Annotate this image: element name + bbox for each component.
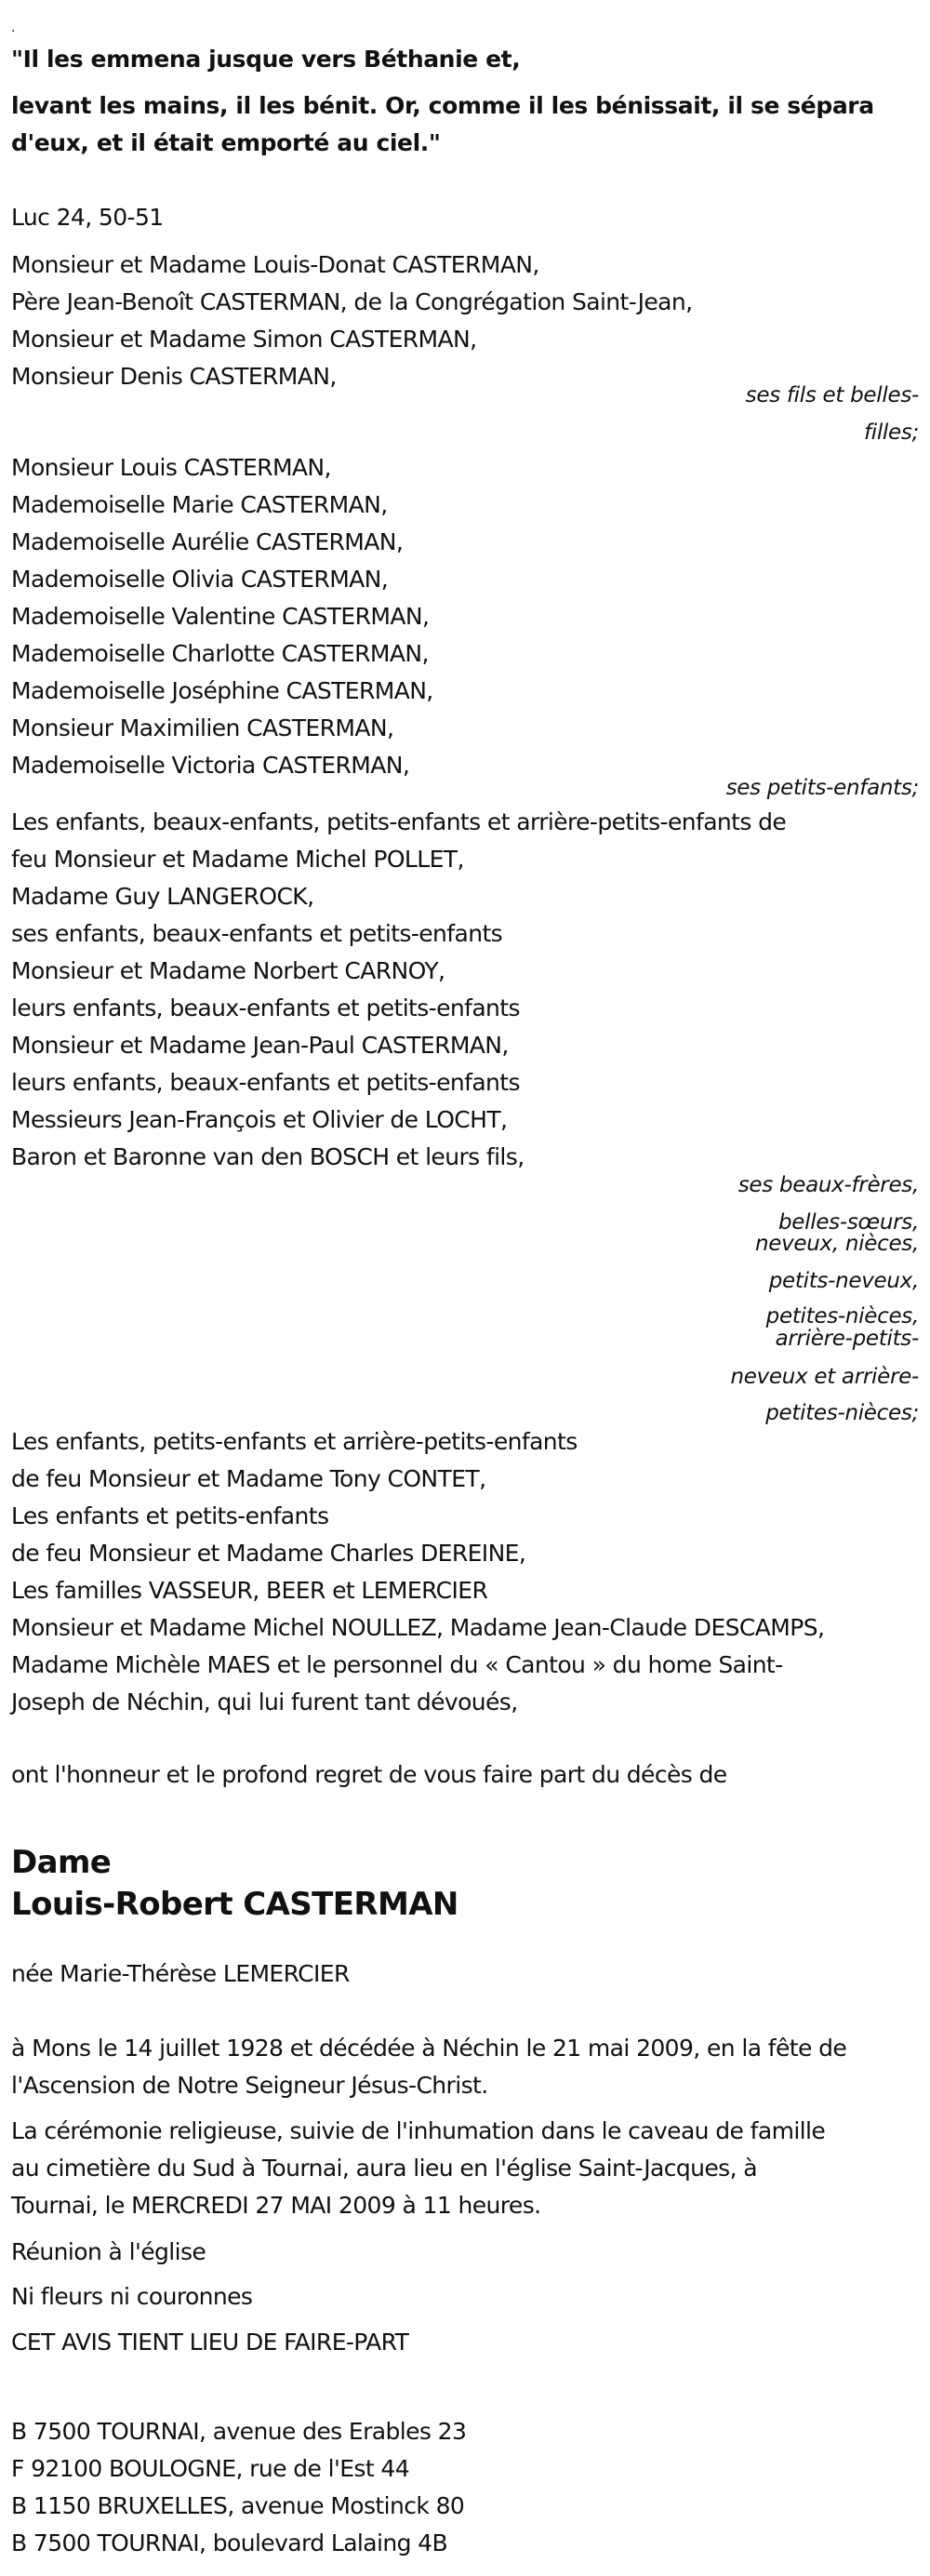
family-member: Mademoiselle Marie CASTERMAN, bbox=[11, 491, 388, 518]
family-member: Les enfants et petits-enfants bbox=[11, 1502, 329, 1529]
family-member: de feu Monsieur et Madame Charles DEREINE, bbox=[11, 1540, 526, 1567]
relation-label: belles-sœurs, bbox=[777, 1210, 919, 1235]
bible-reference: Luc 24, 50-51 bbox=[11, 204, 164, 231]
meeting-text: Réunion à l'église bbox=[11, 2238, 206, 2265]
deceased-title: Dame bbox=[11, 1844, 112, 1881]
relation-label: ses petits-enfants; bbox=[725, 776, 919, 800]
family-member: ses enfants, beaux-enfants et petits-enfants bbox=[11, 920, 503, 947]
quote-line: levant les mains, il les bénit. Or, comme il les bénissait, il se sépara bbox=[11, 92, 874, 119]
family-member: feu Monsieur et Madame Michel POLLET, bbox=[11, 846, 464, 873]
family-member: Monsieur et Madame Louis-Donat CASTERMAN, bbox=[11, 251, 539, 278]
birth-death-text: l'Ascension de Notre Seigneur Jésus-Christ. bbox=[11, 2072, 488, 2099]
family-member: Mademoiselle Charlotte CASTERMAN, bbox=[11, 640, 429, 667]
family-member: Mademoiselle Valentine CASTERMAN, bbox=[11, 603, 430, 630]
family-member: leurs enfants, beaux-enfants et petits-enfants bbox=[11, 994, 520, 1021]
family-member: Monsieur Louis CASTERMAN, bbox=[11, 454, 331, 481]
relation-label: arrière-petits- bbox=[775, 1327, 919, 1351]
ceremony-text: au cimetière du Sud à Tournai, aura lieu en l'église Saint-Jacques, à bbox=[11, 2155, 758, 2182]
relation-label: filles; bbox=[863, 420, 919, 445]
family-member: Baron et Baronne van den BOSCH et leurs fils, bbox=[11, 1143, 525, 1170]
family-member: Mademoiselle Olivia CASTERMAN, bbox=[11, 566, 389, 593]
family-member: Les familles VASSEUR, BEER et LEMERCIER bbox=[11, 1577, 488, 1604]
address-line: B 7500 TOURNAI, boulevard Lalaing 4B bbox=[11, 2529, 448, 2556]
address-line: B 7500 TOURNAI, avenue des Erables 23 bbox=[11, 2418, 467, 2445]
family-member: Madame Michèle MAES et le personnel du « Cantou » du home Saint- bbox=[11, 1651, 783, 1678]
family-member: Monsieur et Madame Michel NOULLEZ, Madame Jean-Claude DESCAMPS, bbox=[11, 1614, 825, 1641]
relation-label: petites-nièces; bbox=[765, 1401, 919, 1425]
quote-line: "Il les emmena jusque vers Béthanie et, bbox=[11, 46, 521, 73]
relation-label: petites-nièces, bbox=[765, 1304, 919, 1328]
family-member: Monsieur Maximilien CASTERMAN, bbox=[11, 714, 394, 741]
family-member: Les enfants, beaux-enfants, petits-enfants et arrière-petits-enfants de bbox=[11, 808, 787, 835]
family-member: Les enfants, petits-enfants et arrière-petits-enfants bbox=[11, 1428, 578, 1455]
relation-label: ses fils et belles- bbox=[745, 383, 919, 407]
family-member: Messieurs Jean-François et Olivier de LOCHT, bbox=[11, 1106, 508, 1133]
relation-label: neveux, nièces, bbox=[754, 1232, 919, 1256]
address-line: B 1150 BRUXELLES, avenue Mostinck 80 bbox=[11, 2492, 465, 2519]
family-member: Mademoiselle Aurélie CASTERMAN, bbox=[11, 528, 404, 555]
family-member: Monsieur et Madame Norbert CARNOY, bbox=[11, 957, 445, 984]
birth-death-text: à Mons le 14 juillet 1928 et décédée à Néchin le 21 mai 2009, en la fête de bbox=[11, 2035, 847, 2062]
family-member: de feu Monsieur et Madame Tony CONTET, bbox=[11, 1465, 486, 1492]
family-member: Joseph de Néchin, qui lui furent tant dévoués, bbox=[11, 1688, 518, 1715]
address-line: F 92100 BOULOGNE, rue de l'Est 44 bbox=[11, 2455, 410, 2482]
family-member: Monsieur et Madame Jean-Paul CASTERMAN, bbox=[11, 1032, 509, 1059]
maiden-name: née Marie-Thérèse LEMERCIER bbox=[11, 1960, 350, 1987]
quote-line: d'eux, et il était emporté au ciel." bbox=[11, 129, 441, 156]
relation-label: petits-neveux, bbox=[768, 1269, 919, 1293]
family-member: Mademoiselle Joséphine CASTERMAN, bbox=[11, 677, 433, 704]
ceremony-text: Tournai, le MERCREDI 27 MAI 2009 à 11 heures. bbox=[11, 2192, 541, 2219]
family-member: Mademoiselle Victoria CASTERMAN, bbox=[11, 752, 410, 779]
relation-label: neveux et arrière- bbox=[730, 1365, 919, 1389]
relation-label: ses beaux-frères, bbox=[737, 1173, 919, 1197]
family-member: Madame Guy LANGEROCK, bbox=[11, 883, 314, 910]
ceremony-text: La cérémonie religieuse, suivie de l'inhumation dans le caveau de famille bbox=[11, 2117, 826, 2144]
family-member: Monsieur Denis CASTERMAN, bbox=[11, 363, 337, 390]
family-member: Monsieur et Madame Simon CASTERMAN, bbox=[11, 326, 477, 353]
family-member: Père Jean-Benoît CASTERMAN, de la Congrégation Saint-Jean, bbox=[11, 288, 693, 315]
leading-dot: . bbox=[11, 20, 15, 35]
flowers-text: Ni fleurs ni couronnes bbox=[11, 2283, 253, 2310]
deceased-name: Louis-Robert CASTERMAN bbox=[11, 1886, 458, 1923]
notice-text: CET AVIS TIENT LIEU DE FAIRE-PART bbox=[11, 2329, 409, 2356]
announcement-text: ont l'honneur et le profond regret de vous faire part du décès de bbox=[11, 1761, 727, 1788]
family-member: leurs enfants, beaux-enfants et petits-enfants bbox=[11, 1069, 520, 1096]
